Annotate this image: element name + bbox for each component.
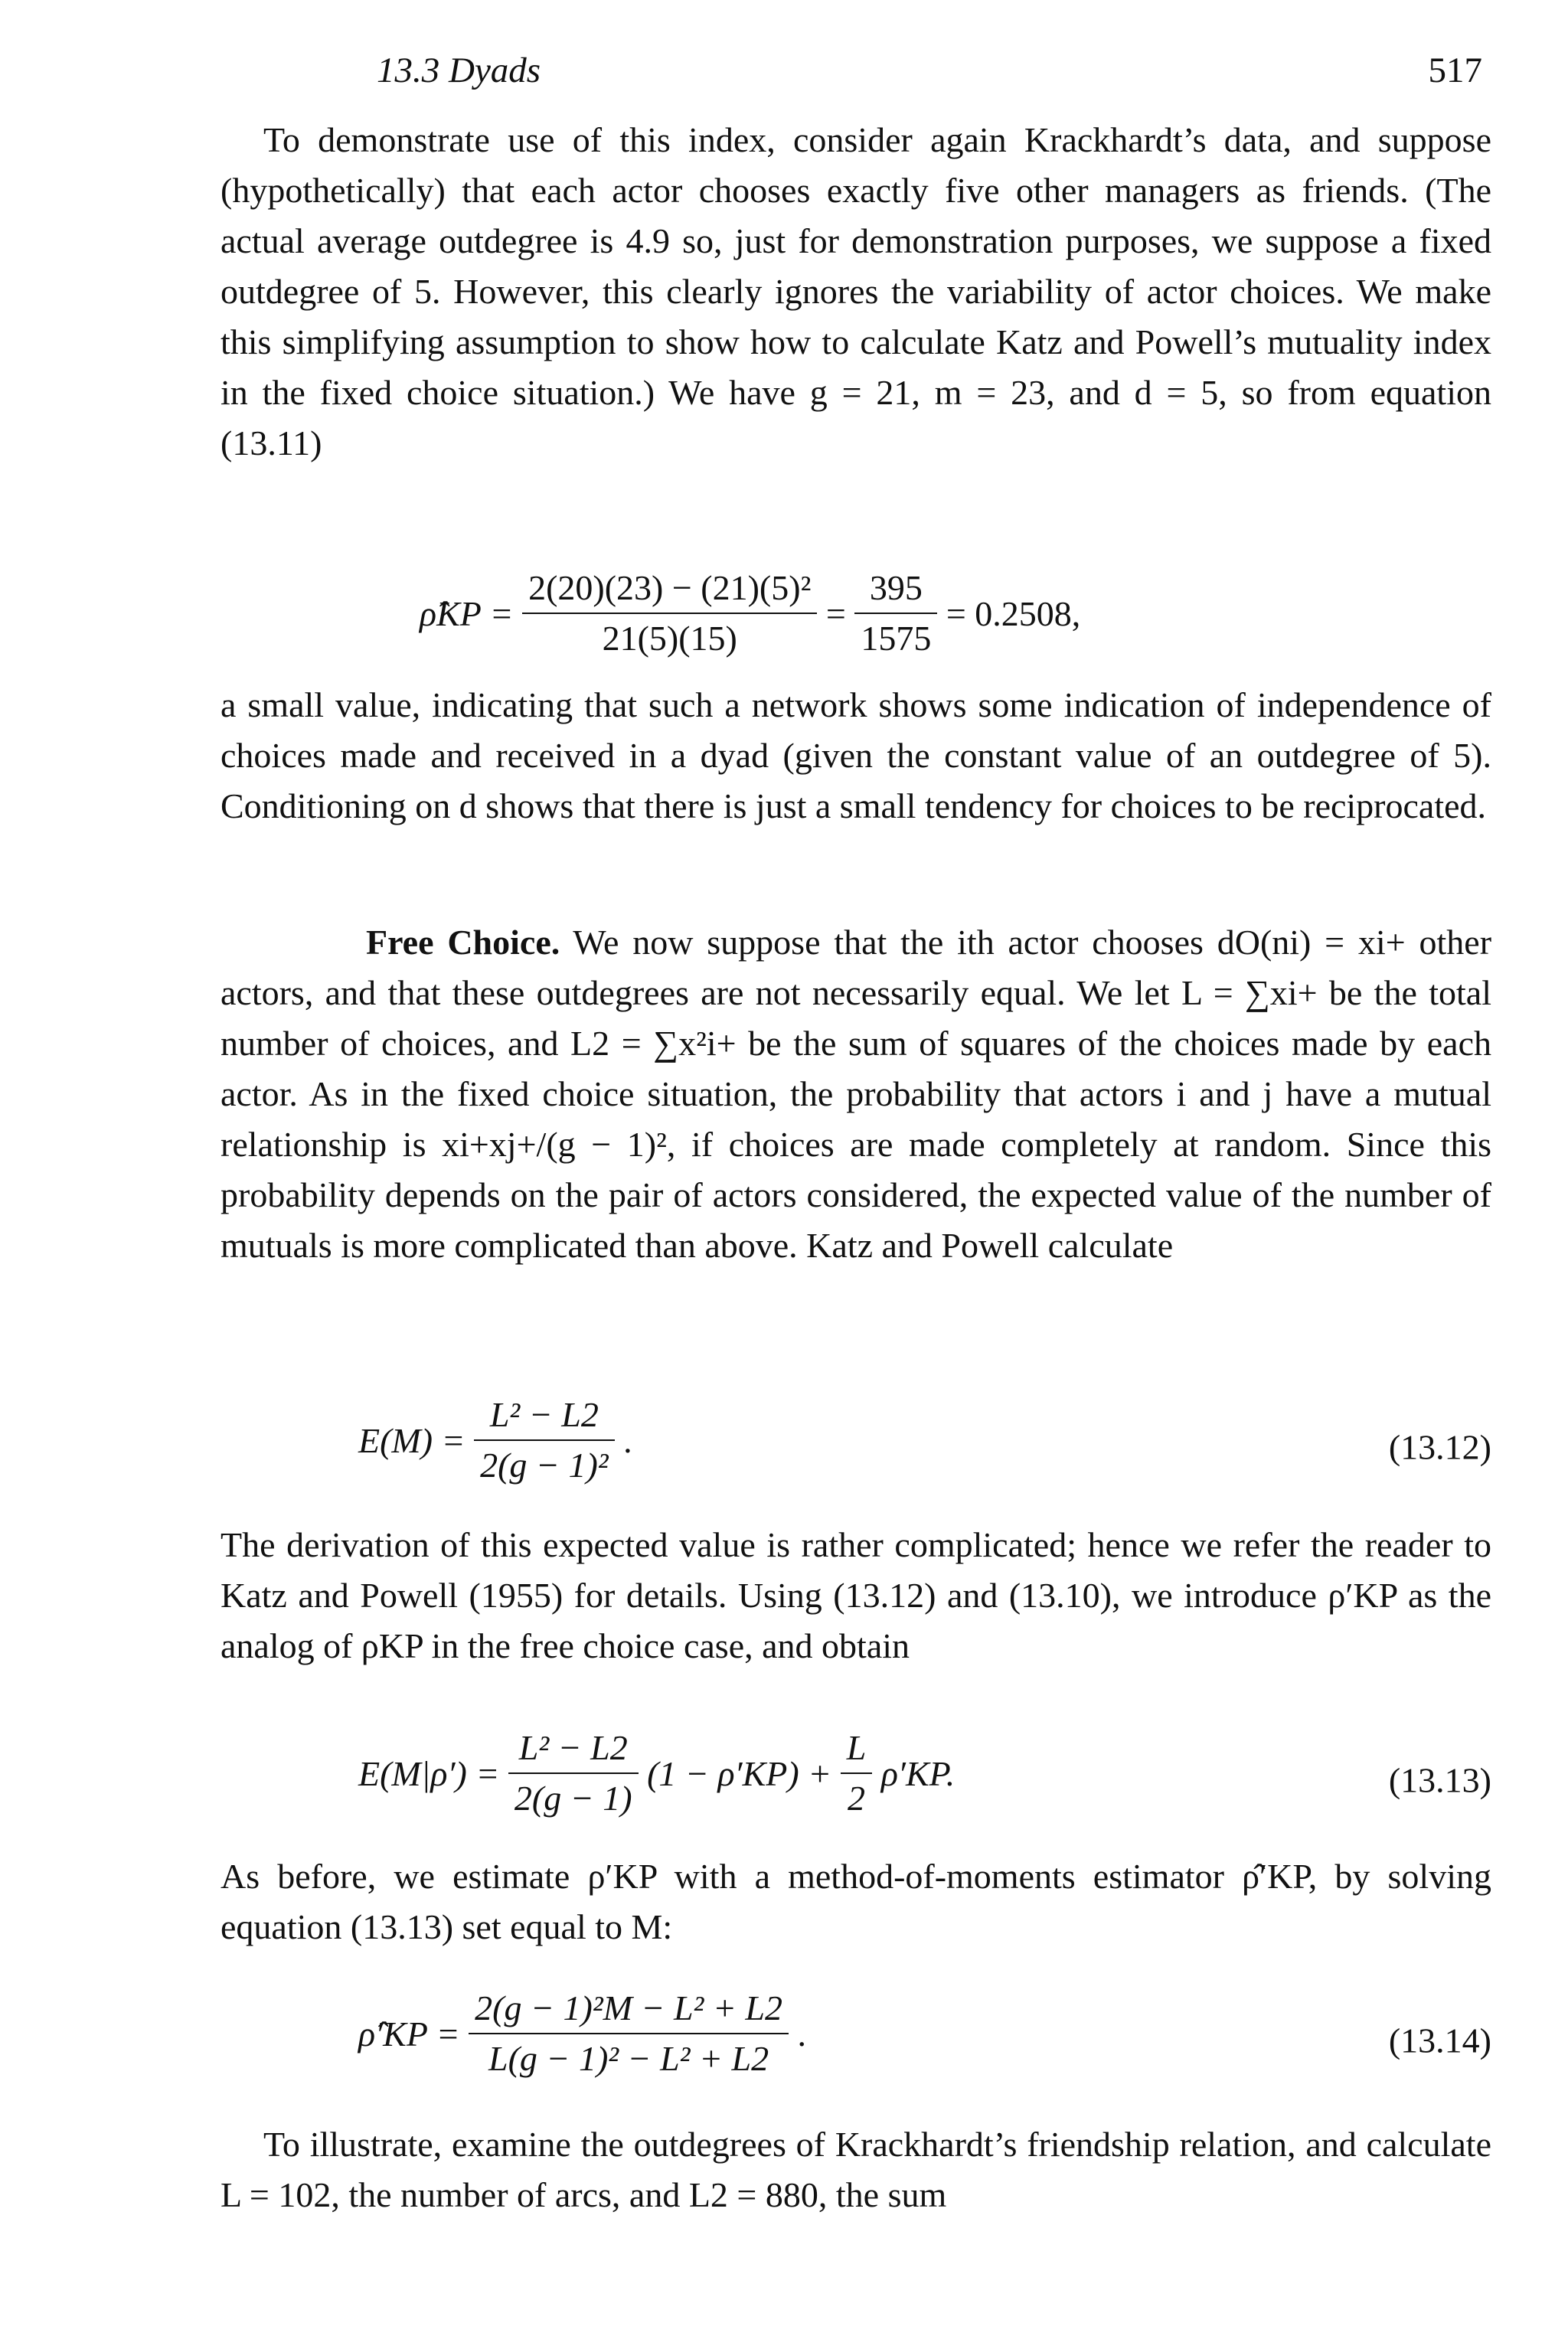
numerator-2: 395 [854,567,937,614]
trailing-term: ρ′KP. [880,1753,956,1793]
period: . [623,1420,632,1460]
paragraph-6 [220,2119,1491,2220]
paragraph-2-text: a small value, indicating that such a network shows some indication of independence of choices made and received in a dyad (given the constant value of an outdegree of 5). Conditioning on d shows that there is just a small tendency for choices to be reciprocated. [220,685,1491,825]
paragraph-3-text: We now suppose that the ith actor chooses dO(ni) = xi+ other actors, and that these outdegrees are not necessarily equal. We let L = ∑xi+ be the total number of choices, and L2 = ∑x²i+ be the sum of squares of the choices made by each actor. As in the fixed choice situation, the probability that actors i and j have a mutual relationship is xi+xj+/(g − 1)², if choices are made completely at random. Since this probability depends on the pair of actors considered, the expected value of the number of mutuals is more complicated than above. Katz and Powell calculate [220,923,1492,1265]
fraction [469,1987,789,2080]
equation-13-14 [220,1987,1491,2094]
paragraph-1-text: To demonstrate use of this index, consider again Krackhardt’s data, and suppose (hypothetically) that each actor chooses exactly five other managers as friends. (The actual average outdegree is 4.9 so, just for demonstration purposes, we suppose a fixed outdegree of 5. However, this clearly ignores the variability of actor choices. We make this simplifying assumption to show how to calculate Katz and Powell’s mutuality index in the fixed choice situation.) We have g = 21, m = 23, and d = 5, so from equation (13.11) [220,120,1491,462]
equation-lhs: ρ̂′KP = [358,2014,460,2053]
paragraph-5-text: As before, we estimate ρ′KP with a method-of-moments estimator ρ̂′KP, by solving equation (13.13) set equal to M: [220,1857,1491,1946]
denominator: 2(g − 1)² [480,1446,609,1485]
numerator: L² − L2 [474,1393,614,1441]
paragraph-3 [220,917,1491,1271]
equation-rho-kp [220,567,1491,674]
denominator-2: 2 [848,1779,866,1818]
equation-13-12 [220,1393,1491,1501]
fraction [474,1393,614,1487]
fraction [508,1727,639,1820]
middle-term: (1 − ρ′KP) + [647,1753,832,1793]
equation-13-13 [220,1727,1491,1834]
fraction [522,567,817,660]
page-number: 517 [1428,51,1482,90]
running-head [377,47,1482,93]
equals-sign: = [825,593,846,633]
paragraph-4 [220,1520,1491,1671]
denominator: 2(g − 1) [514,1779,632,1818]
equation-number: (13.14) [1388,2021,1491,2060]
free-choice-heading: Free Choice. [366,923,560,962]
equation-number: (13.12) [1388,1427,1491,1467]
equation-lhs: E(M|ρ′) = [358,1753,500,1793]
fraction-2 [854,567,937,660]
paragraph-6-text: To illustrate, examine the outdegrees of Krackhardt’s friendship relation, and calculate L = 102, the number of arcs, and L2 = 880, the sum [220,2125,1491,2214]
paragraph-2 [220,680,1491,831]
denominator-2: 1575 [861,619,932,658]
denominator: 21(5)(15) [602,619,737,658]
denominator: L(g − 1)² − L² + L2 [488,2039,769,2078]
equation-lhs: E(M) = [358,1420,466,1460]
section-title: 13.3 Dyads [377,51,541,90]
equation-lhs: ρ̂KP = [420,593,514,633]
paragraph-5 [220,1851,1491,1952]
numerator: 2(g − 1)²M − L² + L2 [469,1987,789,2034]
paragraph-4-text: The derivation of this expected value is rather complicated; hence we refer the reader to Katz and Powell (1955) for details. Using (13.12) and (13.10), we introduce ρ′KP as the analog of ρKP in the free choice case, and obtain [220,1525,1491,1665]
fraction-2 [841,1727,873,1820]
numerator: 2(20)(23) − (21)(5)² [522,567,817,614]
numerator: L² − L2 [508,1727,639,1774]
equation-number: (13.13) [1388,1760,1491,1800]
numerator-2: L [841,1727,873,1774]
paragraph-1 [220,115,1491,469]
result: = 0.2508, [946,593,1081,633]
period: . [797,2014,806,2053]
